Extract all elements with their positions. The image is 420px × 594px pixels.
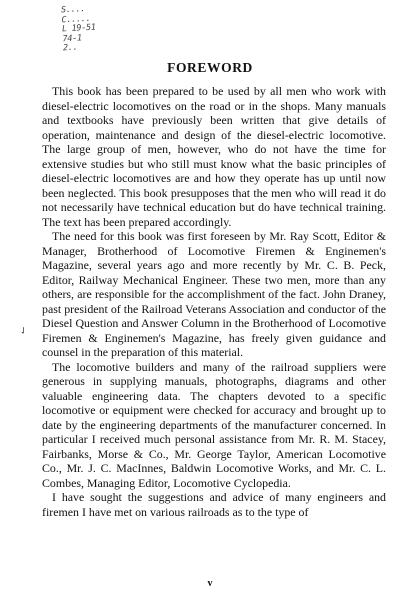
handwritten-library-note (61, 2, 153, 54)
handwritten-line: 2.. (62, 42, 78, 54)
handwritten-line: S.... (60, 4, 86, 16)
handwritten-line: C..... (61, 13, 91, 25)
handwritten-line: 74-1 (62, 32, 83, 44)
handwritten-line: L 19-51 (61, 22, 96, 35)
paragraph: I have sought the suggestions and advice of many engineers and firemen I have met on various railroads as to the type of (42, 490, 386, 519)
page-number: v (207, 578, 213, 589)
page-title: FOREWORD (167, 60, 253, 75)
margin-pencil-mark: ✓ (16, 323, 30, 338)
paragraph: The need for this book was first foreseen by Mr. Ray Scott, Editor & Manager, Brotherhood of Locomotive Firemen & Enginemen's Magazine, several years ago and more recently by Mr. C. B. Peck, Editor, Railway Mechanical Engineer. These two men, more than any others, are responsible for the accomplishment of the fact. John Draney, past president of the Railroad Veterans Association and conductor of the Diesel Question and Answer Column in the Brotherhood of Locomotive Firemen & Enginemen's Magazine, has freely given guidance and counsel in the preparation of this material. (42, 229, 386, 359)
paragraph: The locomotive builders and many of the railroad suppliers were generous in supplying manuals, photographs, diagrams and other valuable engineering data. The chapters devoted to a specific locomotive or equipment were checked for accuracy and brought up to date by the engineering departments of the manufacturer concerned. In particular I received much personal assistance from Mr. R. M. Stacey, Fairbanks, Morse & Co., Mr. George Taylor, American Locomotive Co., Mr. J. C. MacInnes, Baldwin Locomotive Works, and Mr. C. L. Combes, Managing Editor, Locomotive Cyclopedia. (42, 359, 386, 490)
paragraph: This book has been prepared to be used by all men who work with diesel-electric locomotives on the road or in the shops. Many manuals and textbooks have previously been written that give details of operation, maintenance and design of the diesel-electric locomotive. The large group of men, however, who do not have the time for extensive studies but who still must know what the basic principles of diesel-electric locomotives are and how they operate has up until now been neglected. This book presupposes that the men who will read it do not necessarily have technical education but do have technical training. The text has been prepared accordingly. (42, 84, 386, 229)
foreword-body (42, 84, 386, 519)
